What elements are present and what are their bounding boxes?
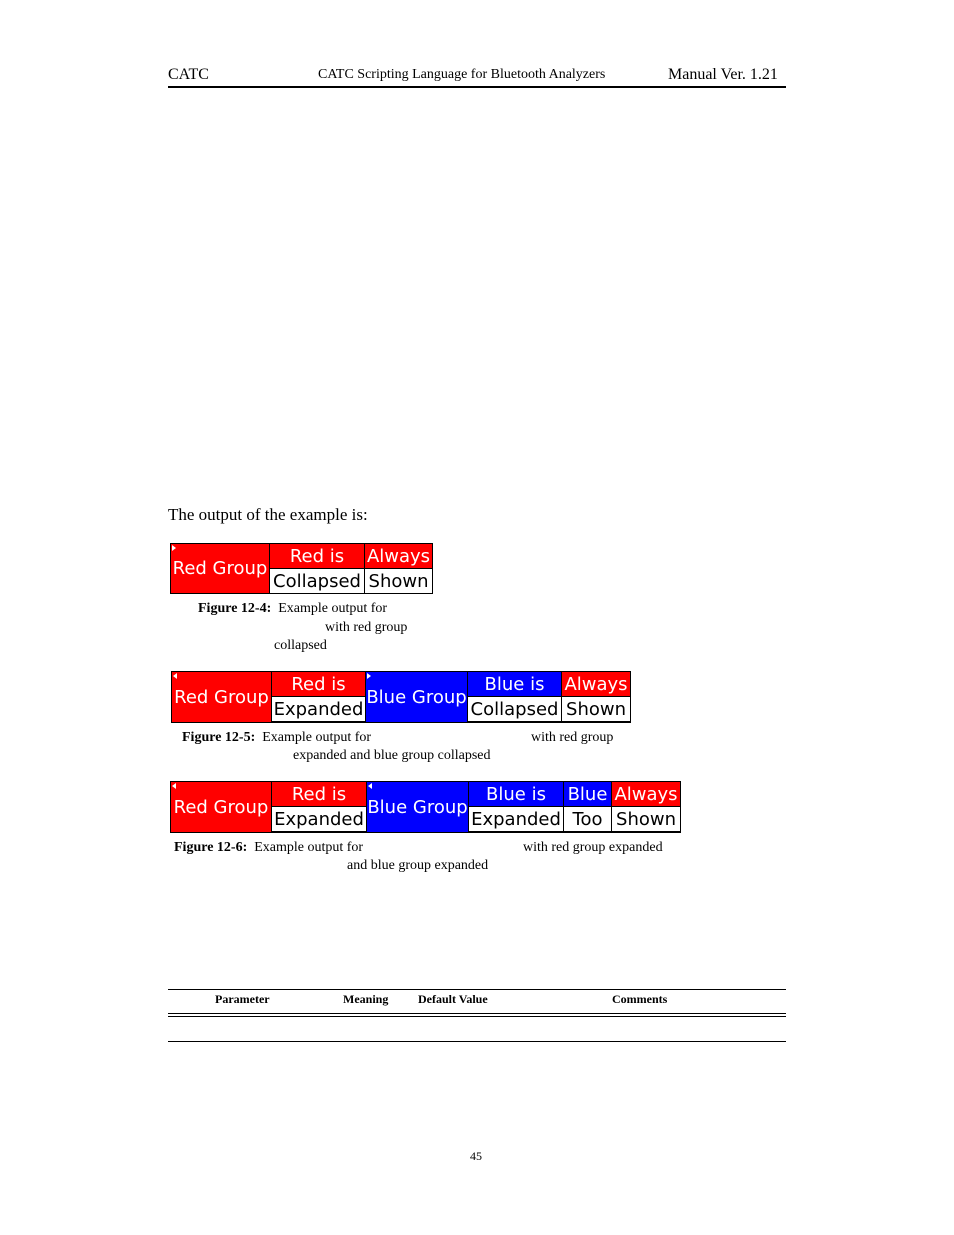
table-header-rule-1 <box>168 1013 786 1014</box>
shown-cell: Shown <box>562 697 630 721</box>
figure-12-4-caption-line2: with red group <box>325 620 408 635</box>
always-shown-column <box>365 544 432 593</box>
too-cell: Too <box>564 807 611 831</box>
always-cell: Always <box>366 545 431 567</box>
blue-is-cell: Blue is <box>469 782 563 806</box>
collapsed-arrow-icon <box>172 545 176 551</box>
header-version: Manual Ver. 1.21 <box>668 66 778 83</box>
table-header-parameter: Parameter <box>215 992 270 1006</box>
figure-12-4-output <box>170 543 433 594</box>
collapsed-cell: Collapsed <box>468 697 561 721</box>
figure-12-6-caption-line2: with red group expanded <box>523 840 663 855</box>
red-group-cell[interactable]: Red Group <box>172 672 271 722</box>
always-cell: Always <box>562 672 630 696</box>
blue-is-expanded-column <box>469 782 563 832</box>
shown-cell: Shown <box>612 807 680 831</box>
collapsed-cell: Collapsed <box>270 569 364 593</box>
blue-is-collapsed-column <box>468 672 561 722</box>
table-header-meaning: Meaning <box>343 992 389 1006</box>
figure-12-6-output <box>170 781 681 833</box>
collapsed-arrow-icon <box>367 673 371 679</box>
figure-12-5-caption-line3: expanded and blue group collapsed <box>293 748 491 763</box>
figure-12-6-caption: Figure 12-6: Example output for <box>174 840 364 855</box>
figure-12-5-caption-line2: with red group <box>531 730 614 745</box>
figure-12-6-caption-line3: and blue group expanded <box>347 858 489 873</box>
red-group-cell[interactable]: Red Group <box>171 544 269 593</box>
red-is-collapsed-column <box>270 544 364 593</box>
figure-12-5-output <box>171 671 631 723</box>
shown-cell: Shown <box>365 569 432 593</box>
blue-group-cell[interactable]: Blue Group <box>367 782 468 832</box>
red-is-cell: Red is <box>270 544 364 568</box>
header-rule <box>168 86 786 88</box>
expanded-cell: Expanded <box>273 698 364 720</box>
table-header-rule-2 <box>168 1016 786 1017</box>
expanded-cell: Expanded <box>272 807 366 831</box>
page-number: 45 <box>470 1149 482 1163</box>
expanded-arrow-icon <box>172 783 176 789</box>
expanded-arrow-icon <box>173 673 177 679</box>
header-title: CATC Scripting Language for Bluetooth Analyzers <box>318 67 606 82</box>
intro-text: The output of the example is: <box>168 505 368 524</box>
blue-is-cell: Blue is <box>468 672 561 696</box>
always-shown-column <box>612 782 680 832</box>
red-is-expanded-column <box>272 782 366 832</box>
header-left: CATC <box>168 66 209 83</box>
expanded-cell: Expanded <box>469 807 563 831</box>
table-top-rule <box>168 989 786 990</box>
table-header-default-value: Default Value <box>418 992 488 1006</box>
always-cell: Always <box>612 782 680 806</box>
table-header-comments: Comments <box>612 992 668 1006</box>
table-bottom-rule <box>168 1041 786 1042</box>
always-shown-column <box>562 672 630 722</box>
blue-group-cell[interactable]: Blue Group <box>366 672 467 722</box>
red-is-expanded-column <box>272 672 365 722</box>
expanded-arrow-icon <box>368 783 372 789</box>
figure-12-4-caption: Figure 12-4: Example output for <box>198 601 388 616</box>
red-is-cell: Red is <box>272 672 365 696</box>
figure-12-5-caption: Figure 12-5: Example output for <box>182 730 372 745</box>
red-is-cell: Red is <box>272 782 366 806</box>
red-group-cell[interactable]: Red Group <box>171 782 271 832</box>
blue-too-column <box>564 782 611 832</box>
figure-12-4-caption-line3: collapsed <box>274 638 327 653</box>
blue-cell: Blue <box>564 782 611 806</box>
